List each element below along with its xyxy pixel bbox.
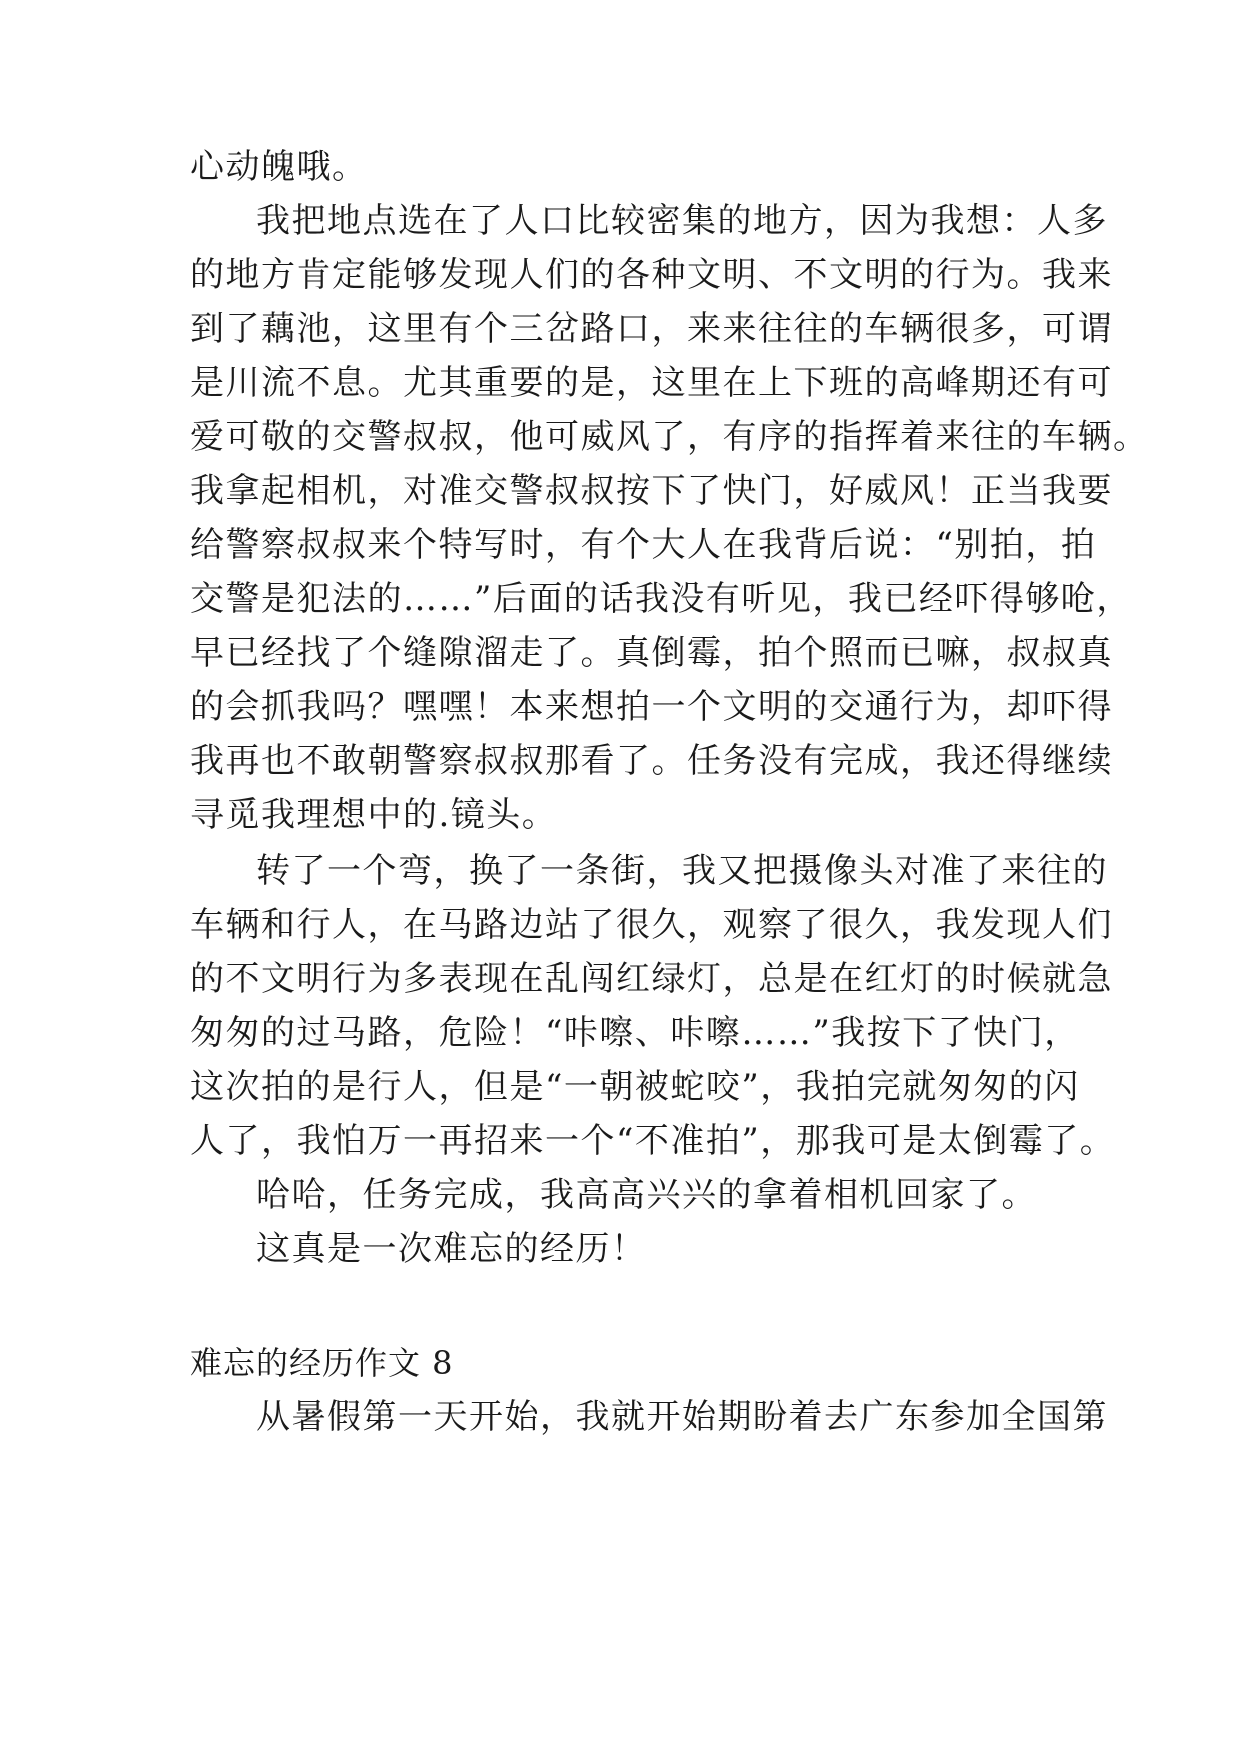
section-title: 难忘的经历作文 8 (190, 1344, 454, 1382)
paragraph-line: 转了一个弯，换了一条街，我又把摄像头对准了来往的 (256, 851, 1108, 891)
paragraph-line: 早已经找了个缝隙溜走了。真倒霉，拍个照而已嘛，叔叔真 (190, 633, 1113, 673)
paragraph-line: 爱可敬的交警叔叔，他可威风了，有序的指挥着来往的车辆。 (190, 417, 1149, 457)
paragraph-line: 心动魄哦。 (190, 147, 368, 187)
paragraph-line: 到了藕池，这里有个三岔路口，来来往往的车辆很多，可谓 (190, 309, 1113, 349)
paragraph-line: 寻觅我理想中的.镜头。 (190, 795, 558, 835)
paragraph-line: 这次拍的是行人，但是“一朝被蛇咬”，我拍完就匆匆的闪 (190, 1067, 1080, 1107)
paragraph-line: 人了，我怕万一再招来一个“不准拍”，那我可是太倒霉了。 (190, 1121, 1116, 1161)
paragraph-line: 匆匆的过马路，危险！“咔嚓、咔嚓……”我按下了快门， (190, 1013, 1080, 1053)
paragraph-line: 给警察叔叔来个特写时，有个大人在我背后说：“别拍，拍 (190, 525, 1097, 565)
paragraph-line: 的地方肯定能够发现人们的各种文明、不文明的行为。我来 (190, 255, 1113, 295)
paragraph-line: 我再也不敢朝警察叔叔那看了。任务没有完成，我还得继续 (190, 741, 1113, 781)
paragraph-line: 的会抓我吗？嘿嘿！本来想拍一个文明的交通行为，却吓得 (190, 687, 1113, 727)
paragraph-line: 哈哈，任务完成，我高高兴兴的拿着相机回家了。 (256, 1175, 1037, 1215)
paragraph-line: 我拿起相机，对准交警叔叔按下了快门，好威风！正当我要 (190, 471, 1113, 511)
paragraph-line: 车辆和行人，在马路边站了很久，观察了很久，我发现人们 (190, 905, 1113, 945)
paragraph-line: 的不文明行为多表现在乱闯红绿灯，总是在红灯的时候就急 (190, 959, 1113, 999)
paragraph-line: 交警是犯法的……”后面的话我没有听见，我已经吓得够呛， (190, 579, 1132, 619)
paragraph-line: 我把地点选在了人口比较密集的地方，因为我想：人多 (256, 201, 1108, 241)
paragraph-line: 是川流不息。尤其重要的是，这里在上下班的高峰期还有可 (190, 363, 1113, 403)
paragraph-line: 从暑假第一天开始，我就开始期盼着去广东参加全国第 (256, 1397, 1108, 1437)
paragraph-line: 这真是一次难忘的经历！ (256, 1229, 647, 1269)
